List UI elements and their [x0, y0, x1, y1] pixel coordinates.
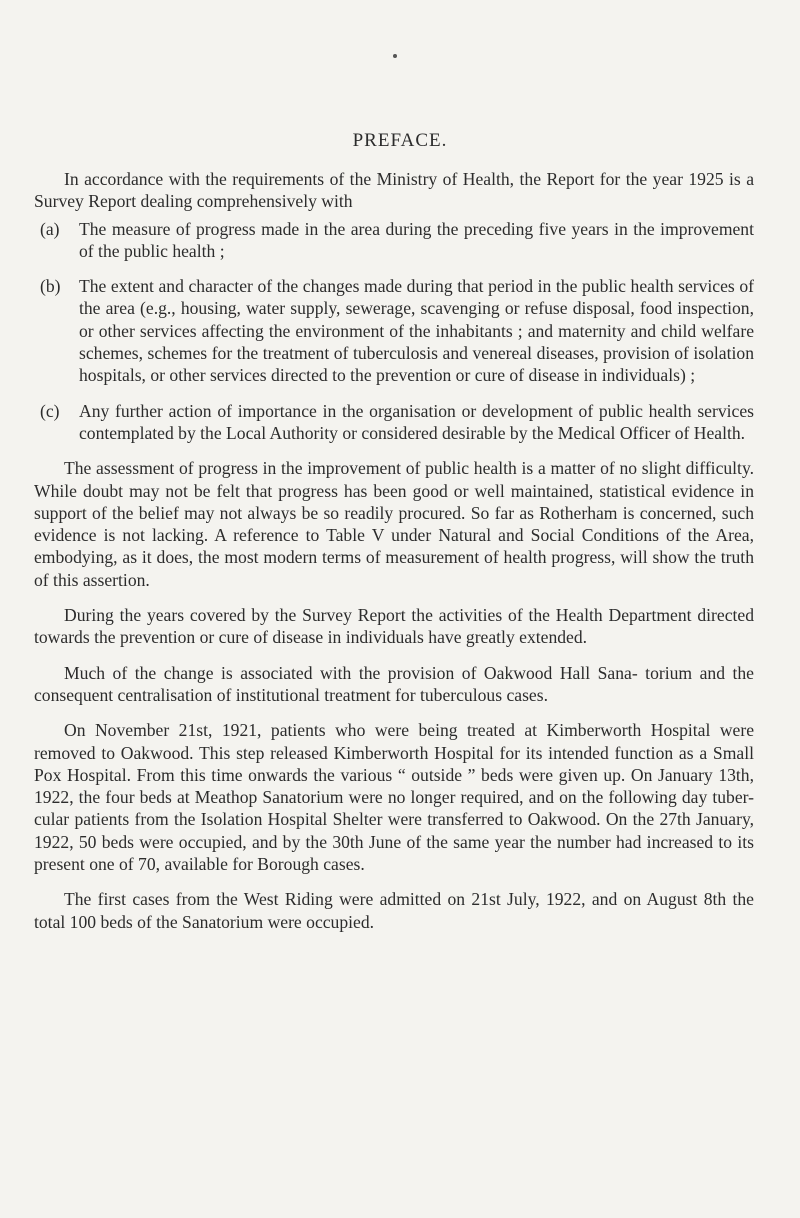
paragraph-november: On November 21st, 1921, patients who were being treated at Kimberworth Hospital were removed to Oakwood. This step released Kimberworth Hospital for its intended function as a Small Pox Hospital. From this time onwards the various “ outside ” beds were given up. On January 13th, 1922, the four beds at Meathop Sanatorium were no longer required, and on the following day tuber- cular patients from the Isolation Hospital Shelter were transferred to Oakwood. On the 27th January, 1922, 50 beds were occupied, and by the 30th June of the same year the number had increased to its present one of 70, available for Borough cases.: [34, 720, 754, 875]
ink-speck: [393, 54, 397, 58]
paragraph-west-riding: The first cases from the West Riding were admitted on 21st July, 1922, and on August 8th the total 100 beds of the Sanatorium were occupied.: [34, 889, 754, 932]
paragraph-oakwood: Much of the change is associated with the provision of Oakwood Hall Sana- torium and the consequent centralisation of institutional treatment for tuberculous cases.: [34, 662, 754, 705]
document-body: [34, 168, 754, 933]
list-item-text: The measure of progress made in the area during the preceding five years in the improvement of the public health ;: [79, 218, 754, 261]
list-marker: (a): [40, 218, 60, 239]
list-item-c: [34, 400, 754, 445]
intro-paragraph: In accordance with the requirements of the Ministry of Health, the Report for the year 1925 is a Survey Report dealing comprehensively with: [34, 169, 754, 212]
list-item-text: Any further action of importance in the organisation or development of public health services contemplated by the Local Authority or considered desirable by the Medical Officer of Health.: [79, 400, 754, 443]
list-item-a: [34, 218, 754, 263]
paragraph-activities: During the years covered by the Survey Report the activities of the Health Department directed towards the prevention or cure of disease in individuals have greatly extended.: [34, 605, 754, 648]
list-item-text: The extent and character of the changes made during that period in the public health services of the area (e.g., housing, water supply, sewerage, scavenging or refuse disposal, food inspection, or other services affecting the environment of the inhabitants ; and maternity and child welfare schemes, schemes for the treatment of tuberculosis and venereal diseases, provision of isolation hospitals, or other services directed to the prevention or cure of disease in individuals) ;: [79, 276, 754, 386]
list-item-b: [34, 275, 754, 386]
paragraph-assessment: The assessment of progress in the improvement of public health is a matter of no slight difficulty. While doubt may not be felt that progress has been good or well maintained, statistical evidence in support of the belief may not always be so readily procured. So far as Rotherham is concerned, such evidence is not lacking. A reference to Table V under Natural and Social Conditions of the Area, embodying, as it does, the most modern terms of measurement of health progress, will show the truth of this assertion.: [34, 458, 754, 590]
page-title: PREFACE.: [352, 130, 448, 151]
list-marker: (b): [40, 276, 61, 297]
list-marker: (c): [40, 400, 60, 421]
